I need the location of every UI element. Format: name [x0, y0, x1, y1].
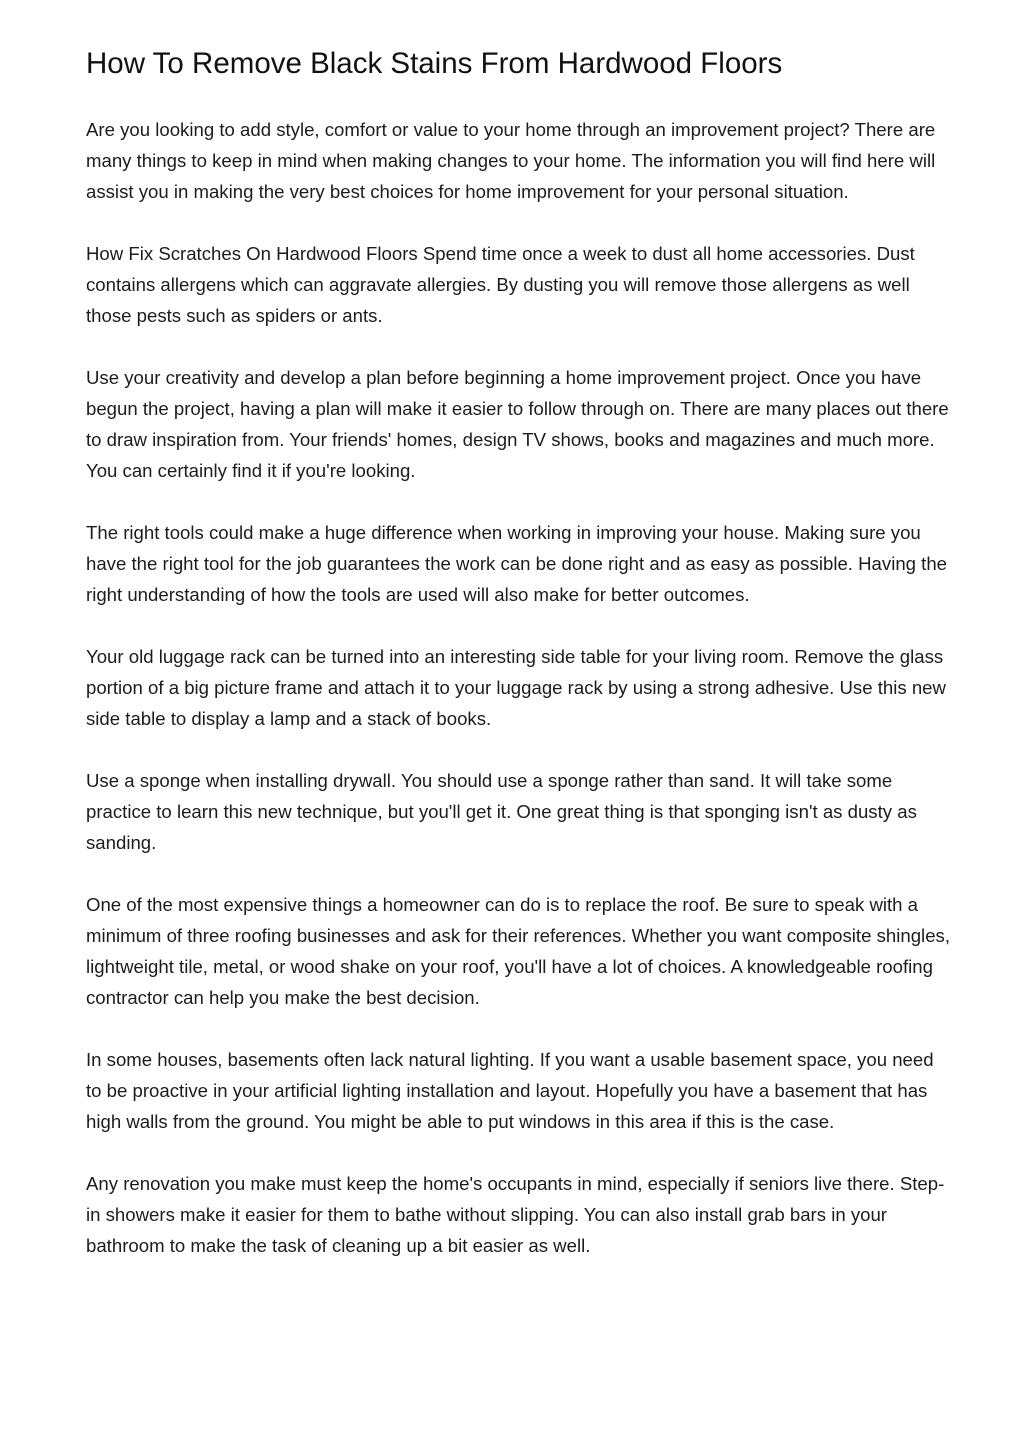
document-body: [86, 114, 952, 1261]
paragraph: Your old luggage rack can be turned into an interesting side table for your living room. Remove the glass portion of a big picture frame and attach it to your luggage rack by using a strong adhesive. Use this new side table to display a lamp and a stack of books.: [86, 646, 946, 729]
paragraph: The right tools could make a huge difference when working in improving your house. Making sure you have the right tool for the job guarantees the work can be done right and as easy as possible. Having the right understanding of how the tools are used will also make for better outcomes.: [86, 522, 948, 605]
paragraph: Are you looking to add style, comfort or value to your home through an improvement project? There are many things to keep in mind when making changes to your home. The information you will find here will assist you in making the very best choices for home improvement for your personal situation.: [86, 119, 936, 202]
document-title: How To Remove Black Stains From Hardwood Floors: [86, 47, 783, 80]
paragraph: Any renovation you make must keep the home's occupants in mind, especially if seniors live there. Step-in showers make it easier for them to bathe without slipping. You can also install grab bars in your bathroom to make the task of cleaning up a bit easier as well.: [86, 1173, 945, 1256]
paragraph: Use a sponge when installing drywall. You should use a sponge rather than sand. It will take some practice to learn this new technique, but you'll get it. One great thing is that sponging isn't as dusty as sanding.: [86, 770, 917, 853]
paragraph: How Fix Scratches On Hardwood Floors Spend time once a week to dust all home accessories. Dust contains allergens which can aggravate allergies. By dusting you will remove those allergens as well those pests such as spiders or ants.: [86, 243, 915, 326]
paragraph: Use your creativity and develop a plan before beginning a home improvement project. Once you have begun the project, having a plan will make it easier to follow through on. There are many places out there to draw inspiration from. Your friends' homes, design TV shows, books and magazines and much more. You can certainly find it if you're looking.: [86, 367, 949, 481]
document-page: [86, 44, 952, 1261]
paragraph: One of the most expensive things a homeowner can do is to replace the roof. Be sure to speak with a minimum of three roofing businesses and ask for their references. Whether you want composite shingles, lightweight tile, metal, or wood shake on your roof, you'll have a lot of choices. A knowledgeable roofing contractor can help you make the best decision.: [86, 894, 950, 1008]
paragraph: In some houses, basements often lack natural lighting. If you want a usable basement space, you need to be proactive in your artificial lighting installation and layout. Hopefully you have a basement that has high walls from the ground. You might be able to put windows in this area if this is the case.: [86, 1049, 934, 1132]
